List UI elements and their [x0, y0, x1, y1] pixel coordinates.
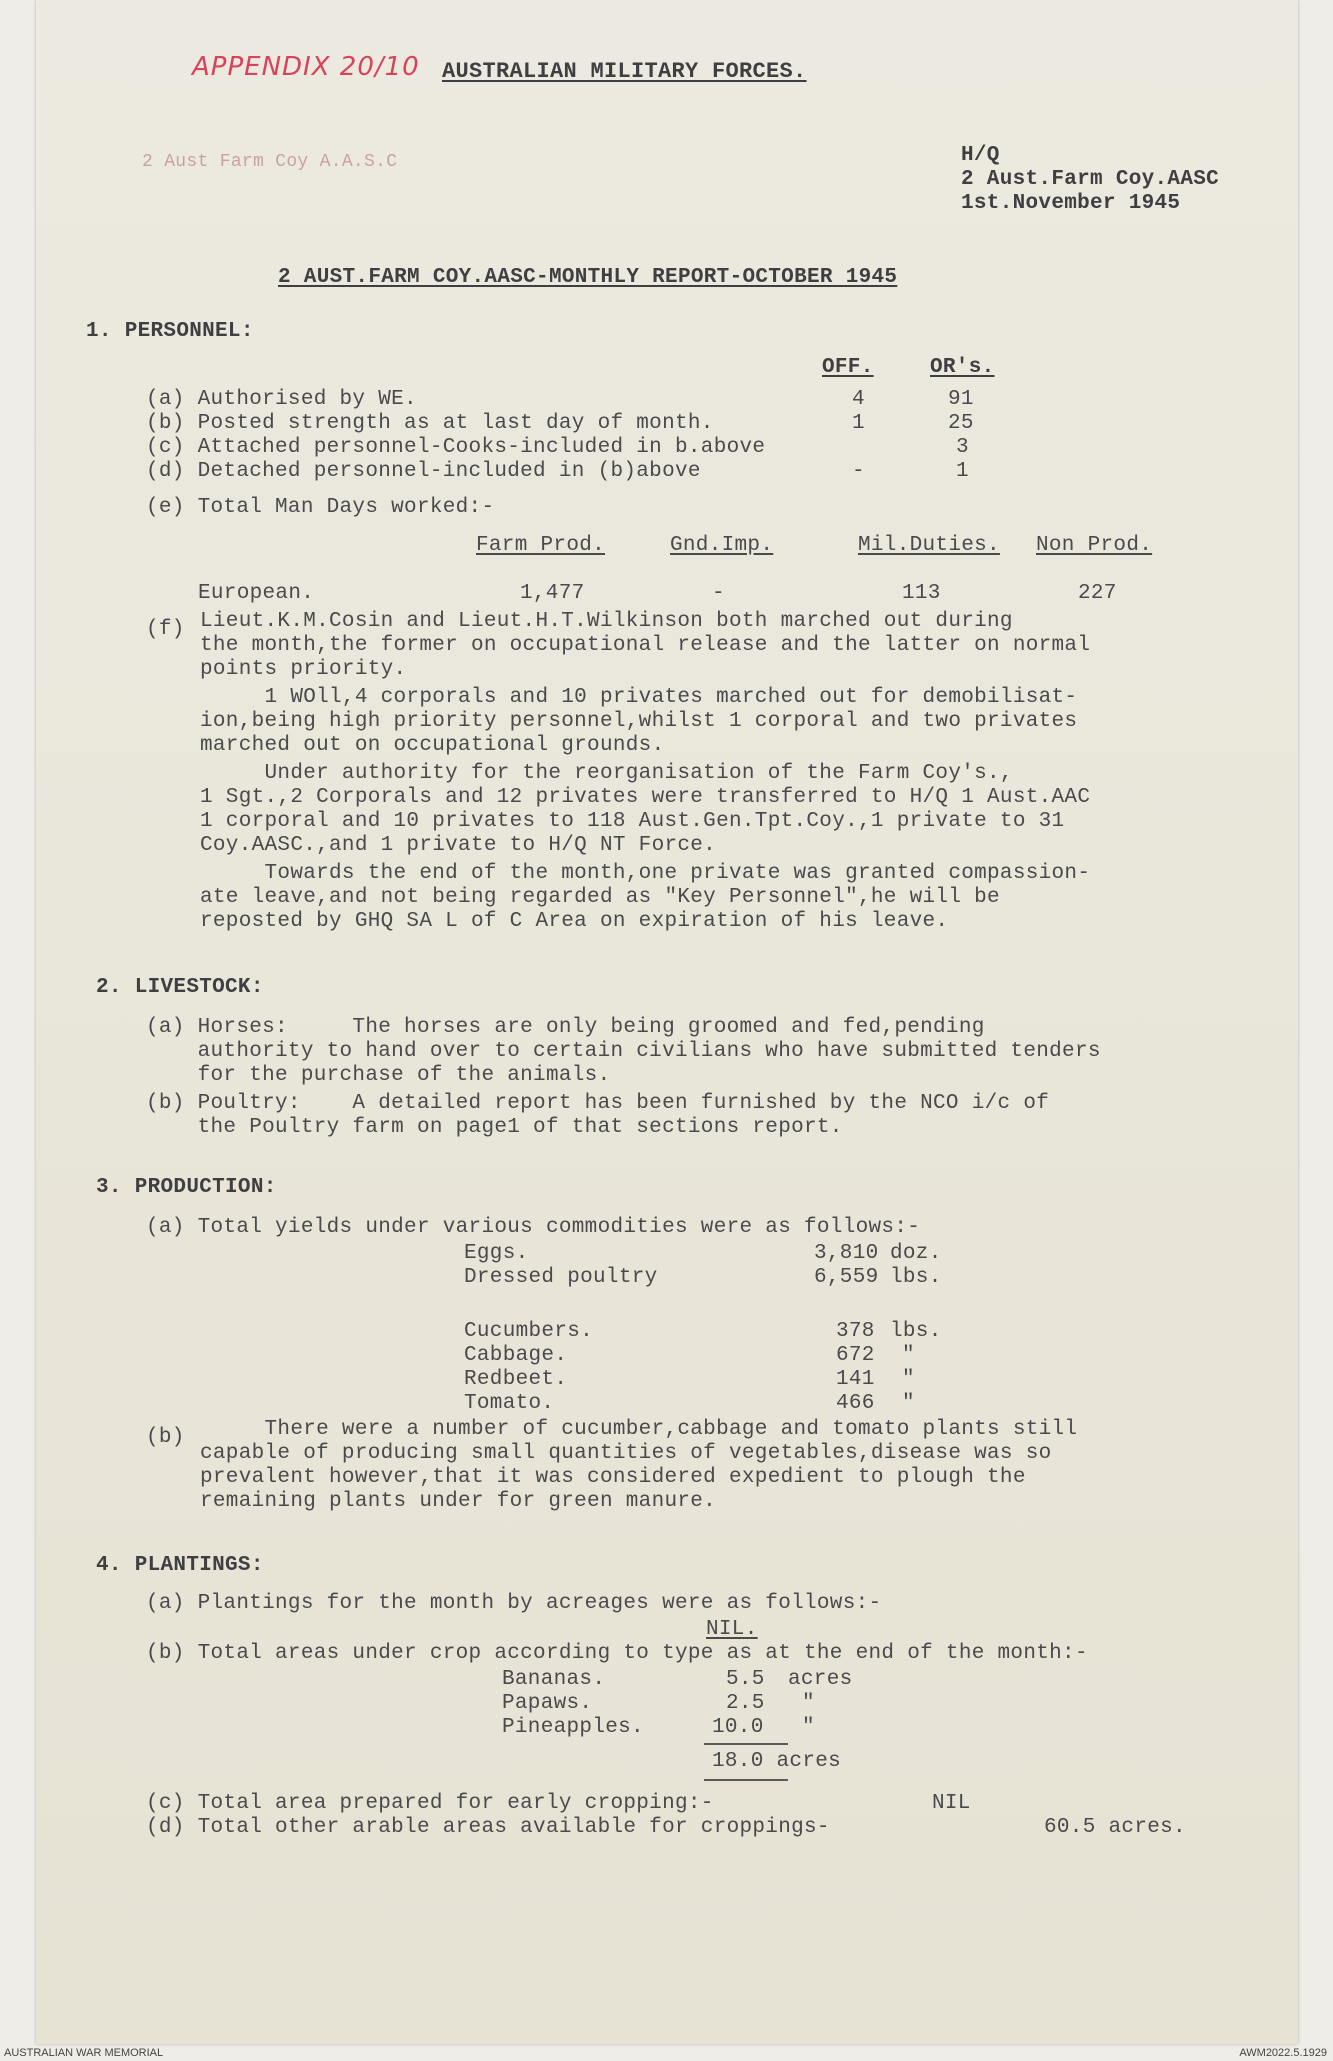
commodity-name: Redbeet. [464, 1368, 568, 1391]
plantings-value-d: 60.5 acres. [1044, 1816, 1186, 1839]
man-days-header: Farm Prod. [476, 534, 606, 557]
commodity-unit: " [902, 1392, 915, 1415]
personnel-row-ors: 25 [948, 412, 974, 435]
personnel-row-label: (b) Posted strength as at last day of month. [146, 412, 714, 435]
man-days-row-label: European. [198, 582, 315, 605]
personnel-row-officers: - [852, 460, 865, 483]
commodity-name: Cucumbers. [464, 1320, 594, 1343]
commodity-unit: doz. [890, 1242, 942, 1265]
unit-stamp: 2 Aust Farm Coy A.A.S.C [142, 152, 398, 172]
man-days-header: Mil.Duties. [858, 534, 1000, 557]
personnel-row-ors: 3 [956, 436, 969, 459]
text-line: There were a number of cucumber,cabbage and tomato plants still [200, 1418, 1078, 1441]
text-line: points priority. [200, 658, 407, 681]
crop-qty: 2.5 [726, 1692, 765, 1715]
text-line: prevalent however,that it was considered expedient to plough the [200, 1466, 1026, 1489]
commodity-qty: 378 [836, 1320, 875, 1343]
personnel-row-label: (a) Authorised by WE. [146, 388, 417, 411]
text-line: the Poultry farm on page1 of that sections report. [146, 1116, 843, 1139]
commodity-qty: 3,810 [814, 1242, 879, 1265]
section-livestock-heading: 2. LIVESTOCK: [96, 976, 264, 999]
text-line: for the purchase of the animals. [146, 1064, 611, 1087]
text-line: (b) Poultry: A detailed report has been furnished by the NCO i/c of [146, 1092, 1050, 1115]
plantings-line-c: (c) Total area prepared for early cropping:- [146, 1792, 714, 1815]
text-line: reposted by GHQ SA L of C Area on expiration of his leave. [200, 910, 949, 933]
commodity-name: Dressed poultry [464, 1266, 658, 1289]
plantings-line-a: (a) Plantings for the month by acreages were as follows:- [146, 1592, 882, 1615]
commodity-qty: 672 [836, 1344, 875, 1367]
man-days-value: - [712, 582, 725, 605]
man-days-value: 227 [1078, 582, 1117, 605]
man-days-value: 113 [902, 582, 941, 605]
text-line: Under authority for the reorganisation of the Farm Coy's., [200, 762, 1013, 785]
personnel-row-ors: 91 [948, 388, 974, 411]
production-intro: (a) Total yields under various commodities were as follows:- [146, 1216, 921, 1239]
note-f-label: (f) [146, 618, 185, 641]
crop-unit: " [802, 1692, 815, 1715]
man-days-label: (e) Total Man Days worked:- [146, 496, 495, 519]
appendix-annotation: APPENDIX 20/10 [192, 52, 420, 82]
personnel-row-officers: 4 [852, 388, 865, 411]
text-line: remaining plants under for green manure. [200, 1490, 717, 1513]
personnel-row-ors: 1 [956, 460, 969, 483]
commodity-unit: lbs. [890, 1266, 942, 1289]
commodity-qty: 141 [836, 1368, 875, 1391]
crop-unit: " [802, 1716, 815, 1739]
section-personnel-heading: 1. PERSONNEL: [86, 320, 254, 343]
commodity-qty: 466 [836, 1392, 875, 1415]
text-line: authority to hand over to certain civilians who have submitted tenders [146, 1040, 1101, 1063]
text-line: capable of producing small quantities of vegetables,disease was so [200, 1442, 1052, 1465]
text-line: 1 WOll,4 corporals and 10 privates marched out for demobilisat- [200, 686, 1078, 709]
crop-name: Bananas. [502, 1668, 606, 1691]
report-title: 2 AUST.FARM COY.AASC-MONTHLY REPORT-OCTOBER 1945 [278, 266, 898, 289]
man-days-header: Gnd.Imp. [670, 534, 774, 557]
plantings-line-b: (b) Total areas under crop according to type as at the end of the month:- [146, 1642, 1088, 1665]
personnel-row-officers: 1 [852, 412, 865, 435]
personnel-row-label: (d) Detached personnel-included in (b)above [146, 460, 701, 483]
text-line: the month,the former on occupational release and the latter on normal [200, 634, 1091, 657]
plantings-line-d: (d) Total other arable areas available for croppings- [146, 1816, 830, 1839]
section-plantings-heading: 4. PLANTINGS: [96, 1554, 264, 1577]
text-line: Towards the end of the month,one private was granted compassion- [200, 862, 1091, 885]
section-production-heading: 3. PRODUCTION: [96, 1176, 277, 1199]
personnel-row-label: (c) Attached personnel-Cooks-included in b.above [146, 436, 766, 459]
document-heading: AUSTRALIAN MILITARY FORCES. [442, 59, 807, 84]
commodity-name: Cabbage. [464, 1344, 568, 1367]
commodity-name: Eggs. [464, 1242, 529, 1265]
text-line: ate leave,and not being regarded as "Key Personnel",he will be [200, 886, 1000, 909]
plantings-nil: NIL. [706, 1618, 758, 1641]
crop-unit: acres [788, 1668, 853, 1691]
col-header-other-ranks: OR's. [930, 356, 995, 379]
address-line-2: 2 Aust.Farm Coy.AASC [961, 168, 1220, 191]
plantings-value-c: NIL [932, 1792, 971, 1815]
crop-qty: 5.5 [726, 1668, 765, 1691]
commodity-unit: lbs. [890, 1320, 942, 1343]
text-line: 1 Sgt.,2 Corporals and 12 privates were transferred to H/Q 1 Aust.AAC [200, 786, 1091, 809]
text-line: Coy.AASC.,and 1 private to H/Q NT Force. [200, 834, 717, 857]
footer-reference: AWM2022.5.1929 [1239, 2047, 1327, 2059]
crop-name: Papaws. [502, 1692, 593, 1715]
text-line: 1 corporal and 10 privates to 118 Aust.Gen.Tpt.Coy.,1 private to 31 [200, 810, 1065, 833]
text-line: ion,being high priority personnel,whilst 1 corporal and two privates [200, 710, 1078, 733]
crop-name: Pineapples. [502, 1716, 644, 1739]
man-days-value: 1,477 [520, 582, 585, 605]
commodity-unit: " [902, 1344, 915, 1367]
footer-archive-name: AUSTRALIAN WAR MEMORIAL [4, 2047, 164, 2059]
total-double-rule [704, 1779, 788, 1781]
commodity-name: Tomato. [464, 1392, 555, 1415]
address-line-1: H/Q [961, 144, 1000, 167]
commodity-qty: 6,559 [814, 1266, 879, 1289]
text-line: marched out on occupational grounds. [200, 734, 665, 757]
total-rule [704, 1743, 788, 1745]
crop-total: 18.0 acres [712, 1750, 842, 1773]
crop-qty: 10.0 [712, 1716, 764, 1739]
text-line: Lieut.K.M.Cosin and Lieut.H.T.Wilkinson both marched out during [200, 610, 1013, 633]
text-line: (a) Horses: The horses are only being groomed and fed,pending [146, 1016, 985, 1039]
note-b-label: (b) [146, 1426, 185, 1449]
man-days-header: Non Prod. [1036, 534, 1153, 557]
col-header-officers: OFF. [822, 356, 874, 379]
address-date: 1st.November 1945 [961, 192, 1181, 215]
commodity-unit: " [902, 1368, 915, 1391]
document-page [36, 0, 1298, 2044]
